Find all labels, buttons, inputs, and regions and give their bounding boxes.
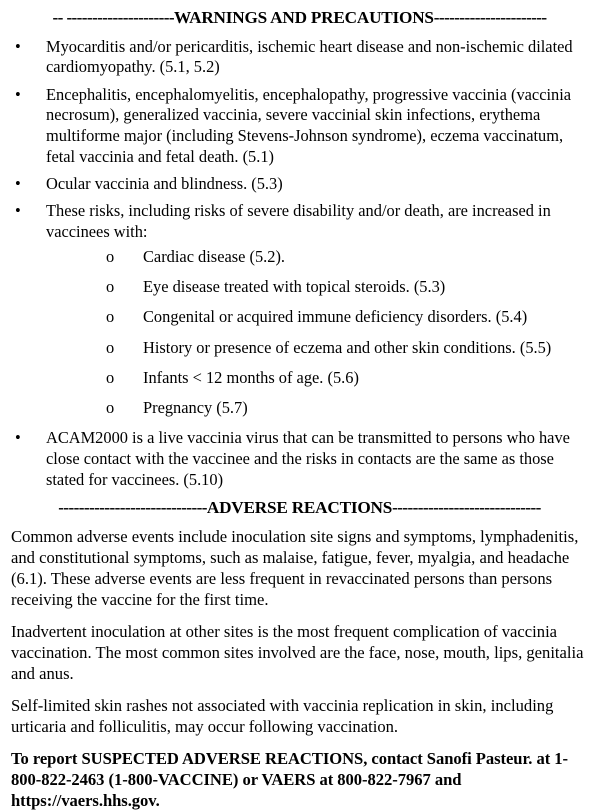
list-item bbox=[46, 368, 588, 389]
header-lead-dashes: -- bbox=[52, 8, 67, 27]
circle-bullet-marker-icon bbox=[106, 338, 114, 359]
bullet-text: These risks, including risks of severe disability and/or death, are increased in vaccinees with: bbox=[46, 201, 551, 242]
paragraph-skin-rashes: Self-limited skin rashes not associated with vaccinia replication in skin, including urticaria and folliculitis, may occur following vaccination. bbox=[11, 695, 554, 736]
subitem-text: Eye disease treated with topical steroids. (5.3) bbox=[143, 277, 446, 297]
warnings-and-precautions-content bbox=[11, 37, 588, 491]
section-header-adverse-reactions bbox=[11, 497, 588, 520]
subitem-text: Pregnancy (5.7) bbox=[143, 398, 248, 418]
paragraph-report-suspected-adverse-reactions: To report SUSPECTED ADVERSE REACTIONS, contact Sanofi Pasteur. at 1-800-822-2463 (1-800-VACCINE) or VAERS at 800-822-7967 and https://vaers.hhs.gov. bbox=[11, 748, 569, 810]
paragraph-common-adverse-events: Common adverse events include inoculation site signs and symptoms, lymphadenitis, and constitutional symptoms, such as malaise, fatigue, fever, myalgia, and headache (6.1). These adverse events are less frequent in revaccinated persons than persons receiving the vaccine for the first time. bbox=[11, 526, 579, 609]
list-item bbox=[46, 277, 588, 298]
subitem-text: Infants < 12 months of age. (5.6) bbox=[143, 367, 359, 387]
bullet-marker-icon bbox=[15, 428, 21, 449]
list-item bbox=[46, 247, 588, 268]
bullet-text: ACAM2000 is a live vaccinia virus that can be transmitted to persons who have close contact with the vaccinee and the risks in contacts are the same as those stated for vaccinees. (5.10) bbox=[46, 428, 570, 489]
circle-bullet-marker-icon bbox=[106, 277, 114, 298]
bullet-marker-icon bbox=[15, 201, 21, 222]
list-item bbox=[11, 428, 588, 490]
bullet-text: Myocarditis and/or pericarditis, ischemic heart disease and non-ischemic dilated cardiomyopathy. (5.1, 5.2) bbox=[46, 36, 573, 77]
list-item bbox=[46, 398, 588, 419]
list-item bbox=[11, 201, 588, 419]
bullet-marker-icon bbox=[15, 37, 21, 58]
adverse-reactions-content bbox=[11, 527, 588, 812]
header-left-rule: --------------------- bbox=[66, 8, 175, 27]
list-item bbox=[46, 307, 588, 328]
paragraph-inadvertent-inoculation: Inadvertent inoculation at other sites is the most frequent complication of vaccinia vaccination. The most common sites involved are the face, nose, mouth, lips, genitalia and anus. bbox=[11, 621, 584, 683]
subitem-text: Cardiac disease (5.2). bbox=[143, 246, 285, 266]
section-header-warnings-and-precautions bbox=[11, 7, 588, 30]
list-item bbox=[11, 85, 588, 168]
bullet-marker-icon bbox=[15, 85, 21, 106]
circle-bullet-marker-icon bbox=[106, 398, 114, 419]
circle-bullet-marker-icon bbox=[106, 307, 114, 328]
bullet-marker-icon bbox=[15, 174, 21, 195]
bullet-text: Ocular vaccinia and blindness. (5.3) bbox=[46, 174, 283, 194]
warnings-bullet-list bbox=[11, 37, 588, 491]
circle-bullet-marker-icon bbox=[106, 247, 114, 268]
header-right-rule: ----------------------------- bbox=[392, 498, 541, 518]
list-item bbox=[11, 174, 588, 195]
bullet-text: Encephalitis, encephalomyelitis, encephalopathy, progressive vaccinia (vaccinia necrosum), generalized vaccinia, severe vaccinial skin infections, erythema multiforme major (including Stevens-Johnson syndrome), eczema vaccinatum, fetal vaccinia and fetal death. (5.1) bbox=[46, 84, 572, 166]
header-right-rule: ---------------------- bbox=[433, 8, 547, 27]
risk-factor-sublist bbox=[46, 247, 588, 419]
subitem-text: History or presence of eczema and other skin conditions. (5.5) bbox=[143, 337, 552, 357]
list-item bbox=[46, 338, 588, 359]
header-title-warnings: WARNINGS AND PRECAUTIONS bbox=[174, 8, 434, 27]
header-title-adverse: ADVERSE REACTIONS bbox=[206, 498, 393, 518]
list-item bbox=[11, 37, 588, 79]
circle-bullet-marker-icon bbox=[106, 368, 114, 389]
header-left-rule: ----------------------------- bbox=[58, 498, 207, 518]
subitem-text: Congenital or acquired immune deficiency disorders. (5.4) bbox=[143, 307, 528, 327]
